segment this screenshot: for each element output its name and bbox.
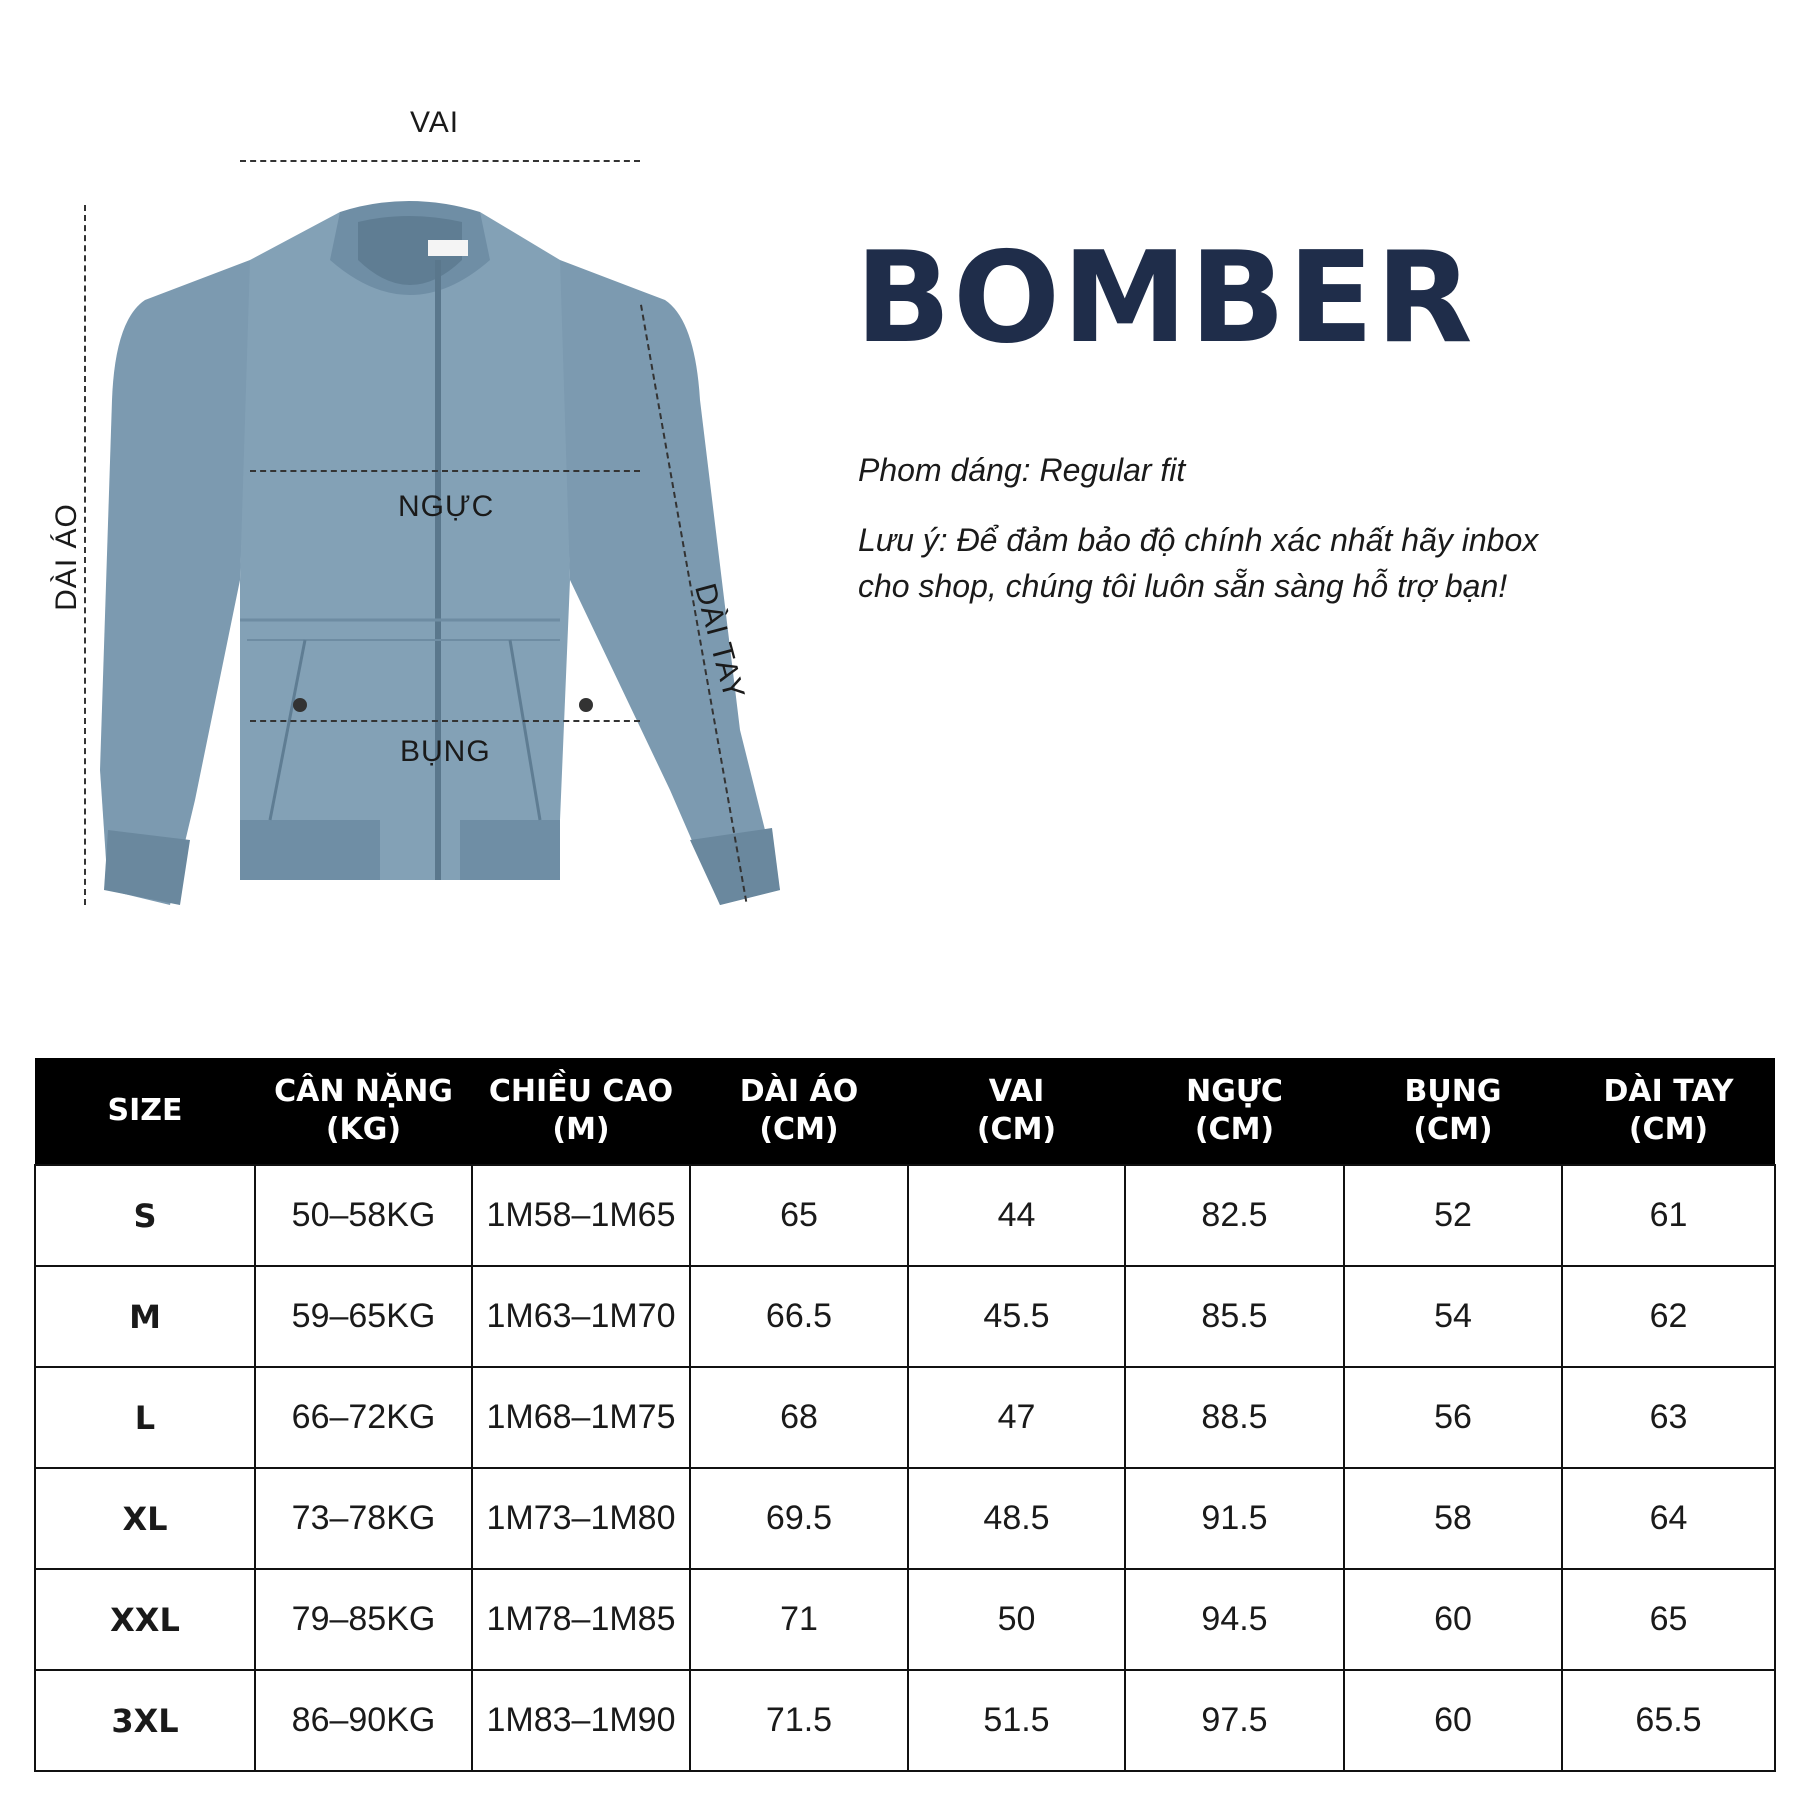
- table-cell: 71: [690, 1569, 908, 1670]
- table-row: [35, 1165, 1775, 1266]
- length-label: DÀI ÁO: [50, 503, 83, 611]
- table-row: [35, 1569, 1775, 1670]
- table-cell: 50–58KG: [255, 1165, 472, 1266]
- table-cell: 65: [690, 1165, 908, 1266]
- size-cell: M: [35, 1266, 255, 1367]
- shoulder-line: [240, 160, 640, 162]
- size-cell: L: [35, 1367, 255, 1468]
- table-row: [35, 1468, 1775, 1569]
- table-cell: 64: [1562, 1468, 1775, 1569]
- table-cell: 1M58–1M65: [472, 1165, 690, 1266]
- size-cell: 3XL: [35, 1670, 255, 1771]
- table-header: [35, 1058, 1775, 1165]
- length-line: [84, 205, 86, 905]
- accuracy-note-line2: cho shop, chúng tôi luôn sẵn sàng hỗ trợ bạn!: [858, 568, 1508, 604]
- size-cell: S: [35, 1165, 255, 1266]
- table-cell: 1M68–1M75: [472, 1367, 690, 1468]
- table-cell: 86–90KG: [255, 1670, 472, 1771]
- header-waist: BỤNG (CM): [1344, 1058, 1562, 1165]
- table-cell: 82.5: [1125, 1165, 1344, 1266]
- size-cell: XL: [35, 1468, 255, 1569]
- sleeve-label: DÀI TAY: [688, 580, 751, 704]
- table-cell: 66–72KG: [255, 1367, 472, 1468]
- header-chest: NGỰC (CM): [1125, 1058, 1344, 1165]
- fit-note: Phom dáng: Regular fit: [858, 452, 1186, 488]
- size-cell: XXL: [35, 1569, 255, 1670]
- table-cell: 50: [908, 1569, 1125, 1670]
- table-cell: 1M73–1M80: [472, 1468, 690, 1569]
- table-cell: 63: [1562, 1367, 1775, 1468]
- table-cell: 65.5: [1562, 1670, 1775, 1771]
- bomber-jacket-illustration: [90, 200, 820, 920]
- table-cell: 68: [690, 1367, 908, 1468]
- table-cell: 71.5: [690, 1670, 908, 1771]
- table-cell: 79–85KG: [255, 1569, 472, 1670]
- product-title: BOMBER: [855, 224, 1475, 371]
- header-size: SIZE: [35, 1058, 255, 1165]
- header-shoulder: VAI (CM): [908, 1058, 1125, 1165]
- header-length: DÀI ÁO (CM): [690, 1058, 908, 1165]
- table-cell: 1M63–1M70: [472, 1266, 690, 1367]
- table-cell: 61: [1562, 1165, 1775, 1266]
- table-cell: 56: [1344, 1367, 1562, 1468]
- table-body: [35, 1165, 1775, 1771]
- chest-label: NGỰC: [398, 490, 495, 523]
- header-height: CHIỀU CAO (M): [472, 1058, 690, 1165]
- table-cell: 69.5: [690, 1468, 908, 1569]
- table-cell: 44: [908, 1165, 1125, 1266]
- table-cell: 59–65KG: [255, 1266, 472, 1367]
- shoulder-label: VAI: [410, 106, 460, 139]
- table-row: [35, 1367, 1775, 1468]
- table-cell: 88.5: [1125, 1367, 1344, 1468]
- table-cell: 85.5: [1125, 1266, 1344, 1367]
- table-row: [35, 1266, 1775, 1367]
- waist-line: [250, 720, 640, 722]
- table-cell: 58: [1344, 1468, 1562, 1569]
- table-cell: 65: [1562, 1569, 1775, 1670]
- chest-line: [250, 470, 640, 472]
- table-cell: 73–78KG: [255, 1468, 472, 1569]
- table-cell: 51.5: [908, 1670, 1125, 1771]
- table-cell: 48.5: [908, 1468, 1125, 1569]
- table-cell: 60: [1344, 1569, 1562, 1670]
- table-cell: 1M78–1M85: [472, 1569, 690, 1670]
- table-cell: 94.5: [1125, 1569, 1344, 1670]
- header-weight: CÂN NẶNG (KG): [255, 1058, 472, 1165]
- table-cell: 91.5: [1125, 1468, 1344, 1569]
- waist-label: BỤNG: [400, 735, 491, 768]
- table-cell: 47: [908, 1367, 1125, 1468]
- table-cell: 62: [1562, 1266, 1775, 1367]
- accuracy-note-line1: Lưu ý: Để đảm bảo độ chính xác nhất hãy inbox: [858, 522, 1539, 558]
- table-cell: 60: [1344, 1670, 1562, 1771]
- table-cell: 54: [1344, 1266, 1562, 1367]
- table-cell: 97.5: [1125, 1670, 1344, 1771]
- size-table: [34, 1058, 1776, 1772]
- table-cell: 66.5: [690, 1266, 908, 1367]
- table-cell: 1M83–1M90: [472, 1670, 690, 1771]
- table-row: [35, 1670, 1775, 1771]
- table-cell: 45.5: [908, 1266, 1125, 1367]
- table-cell: 52: [1344, 1165, 1562, 1266]
- header-sleeve: DÀI TAY (CM): [1562, 1058, 1775, 1165]
